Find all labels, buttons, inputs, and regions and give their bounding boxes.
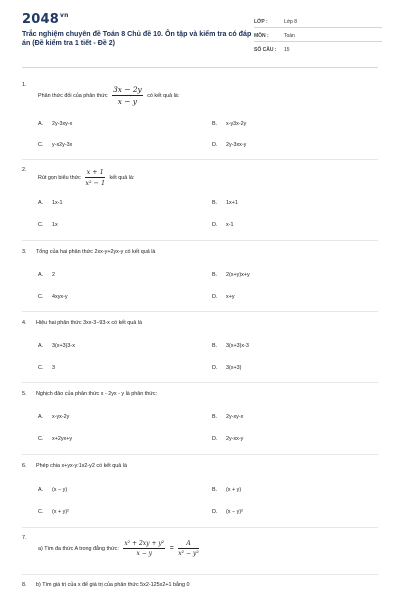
question-text-tail: có kết quả là: bbox=[147, 92, 180, 99]
option-a[interactable] bbox=[38, 121, 72, 127]
meta-label: LỚP : bbox=[254, 19, 268, 25]
option-b[interactable] bbox=[212, 272, 250, 278]
question-text: Tổng của hai phân thức 2xx-y+2yx-y có kết quả là bbox=[36, 249, 156, 255]
header-divider bbox=[22, 67, 378, 68]
option-c[interactable] bbox=[38, 142, 72, 148]
option-text: 3(x+3)3-x bbox=[52, 343, 75, 349]
option-c[interactable] bbox=[38, 222, 58, 228]
option-c[interactable] bbox=[38, 294, 68, 300]
option-text: 3(x+3)x-3 bbox=[226, 343, 249, 349]
option-text: 4xyx-y bbox=[52, 294, 68, 300]
question-number: 5. bbox=[22, 391, 27, 397]
option-b[interactable] bbox=[212, 487, 241, 493]
option-text: y-x2y-3x bbox=[52, 142, 73, 148]
fraction-denominator: x² − 1 bbox=[85, 179, 106, 187]
fraction-denominator: x − y bbox=[136, 550, 153, 557]
option-text: 2(x+y)x+y bbox=[226, 272, 250, 278]
meta-label: SỐ CÂU : bbox=[254, 47, 277, 53]
option-letter: B. bbox=[212, 272, 218, 278]
option-b[interactable] bbox=[212, 200, 238, 206]
option-a[interactable] bbox=[38, 414, 69, 420]
option-text: 2y-3xx-y bbox=[226, 142, 247, 148]
question-text: Hiệu hai phân thức 3xx-3−93-x có kết quả là bbox=[36, 320, 142, 326]
option-b[interactable] bbox=[212, 414, 243, 420]
option-text: x-1 bbox=[226, 222, 234, 228]
option-letter: A. bbox=[38, 272, 44, 278]
question-divider bbox=[22, 382, 378, 383]
document-title: Trắc nghiệm chuyên đề Toán 8 Chủ đề 10. Ôn tập và kiểm tra có đáp án (Đề kiểm tra 1 tiết - Đề 2) bbox=[22, 30, 252, 48]
meta-value: Toán bbox=[284, 33, 295, 39]
option-letter: B. bbox=[212, 200, 218, 206]
option-letter: D. bbox=[212, 142, 218, 148]
option-a[interactable] bbox=[38, 200, 63, 206]
site-logo[interactable] bbox=[22, 12, 69, 27]
question-divider bbox=[22, 527, 378, 528]
question-text: a) Tìm đa thức A trong đẳng thức: bbox=[38, 545, 119, 552]
fraction-denominator: x − y bbox=[117, 97, 137, 106]
question-number: 2. bbox=[22, 167, 27, 173]
fraction-numerator: 3x − 2y bbox=[113, 85, 142, 94]
question-text-tail: kết quả là: bbox=[109, 174, 135, 181]
option-c[interactable] bbox=[38, 365, 55, 371]
option-text: 2y-xx-y bbox=[226, 436, 244, 442]
option-letter: C. bbox=[38, 294, 44, 300]
option-d[interactable] bbox=[212, 365, 241, 371]
option-d[interactable] bbox=[212, 294, 235, 300]
question-7-text bbox=[38, 540, 368, 557]
option-letter: D. bbox=[212, 294, 218, 300]
question-number: 1. bbox=[22, 82, 27, 88]
question-divider bbox=[22, 240, 378, 241]
logo-suffix: vn bbox=[59, 12, 69, 19]
question-text: b) Tìm giá trị của x để giá trị của phân thức 5x2-125x2+1 bằng 0 bbox=[36, 582, 190, 588]
option-letter: C. bbox=[38, 365, 44, 371]
fraction-numerator: A bbox=[178, 540, 198, 549]
option-d[interactable] bbox=[212, 509, 243, 515]
question-1-text bbox=[38, 85, 368, 106]
fraction bbox=[85, 168, 105, 187]
option-a[interactable] bbox=[38, 272, 55, 278]
option-letter: A. bbox=[38, 200, 44, 206]
option-letter: C. bbox=[38, 509, 44, 515]
question-text: Nghịch đảo của phân thức x - 2yx - y là phân thức: bbox=[36, 391, 158, 397]
option-letter: D. bbox=[212, 222, 218, 228]
question-number: 8. bbox=[22, 582, 27, 588]
option-letter: C. bbox=[38, 222, 44, 228]
option-d[interactable] bbox=[212, 222, 234, 228]
fraction-numerator: x + 1 bbox=[86, 168, 104, 176]
option-d[interactable] bbox=[212, 436, 243, 442]
question-divider bbox=[22, 574, 378, 575]
question-number: 3. bbox=[22, 249, 27, 255]
option-letter: A. bbox=[38, 414, 44, 420]
option-letter: D. bbox=[212, 365, 218, 371]
fraction-numerator: x² + 2xy + y² bbox=[124, 540, 165, 547]
option-d[interactable] bbox=[212, 142, 246, 148]
option-text: 2y-3xy-x bbox=[52, 121, 73, 127]
option-text: 1x-1 bbox=[52, 200, 63, 206]
option-letter: B. bbox=[212, 487, 218, 493]
meta-value: Lớp 8 bbox=[284, 19, 298, 25]
option-b[interactable] bbox=[212, 121, 246, 127]
option-text: 2 bbox=[52, 272, 55, 278]
option-letter: A. bbox=[38, 121, 44, 127]
option-letter: B. bbox=[212, 414, 218, 420]
option-a[interactable] bbox=[38, 343, 75, 349]
fraction-denominator: x² − y² bbox=[178, 550, 199, 557]
question-number: 6. bbox=[22, 463, 27, 469]
option-letter: B. bbox=[212, 343, 218, 349]
meta-divider bbox=[254, 27, 382, 28]
option-letter: B. bbox=[212, 121, 218, 127]
question-divider bbox=[22, 311, 378, 312]
option-text: (x − y) bbox=[52, 487, 68, 493]
option-letter: D. bbox=[212, 436, 218, 442]
option-text: (x + y)² bbox=[52, 509, 69, 515]
equals-sign: = bbox=[169, 545, 174, 552]
question-number: 7. bbox=[22, 535, 27, 541]
option-letter: A. bbox=[38, 343, 44, 349]
question-2-text bbox=[38, 168, 368, 187]
option-text: 1x bbox=[52, 222, 58, 228]
option-c[interactable] bbox=[38, 436, 72, 442]
question-text: Phép chia x+yx-y:1x2-y2 có kết quả là bbox=[36, 463, 127, 469]
option-letter: C. bbox=[38, 142, 44, 148]
option-text: 3(x+3) bbox=[226, 365, 242, 371]
option-text: x+y bbox=[226, 294, 235, 300]
fraction bbox=[112, 85, 143, 106]
option-b[interactable] bbox=[212, 343, 249, 349]
fraction bbox=[123, 540, 165, 557]
option-text: x+2yx+y bbox=[52, 436, 73, 442]
option-text: 2y-xy-x bbox=[226, 414, 244, 420]
fraction bbox=[178, 540, 198, 557]
question-divider bbox=[22, 454, 378, 455]
question-text: Phân thức đối của phân thức bbox=[38, 92, 108, 99]
option-text: 1x+1 bbox=[226, 200, 238, 206]
option-text: x-yx-2y bbox=[52, 414, 70, 420]
option-c[interactable] bbox=[38, 509, 69, 515]
logo-text: 2048 bbox=[22, 12, 59, 27]
option-text: 3 bbox=[52, 365, 55, 371]
option-a[interactable] bbox=[38, 487, 67, 493]
option-letter: D. bbox=[212, 509, 218, 515]
option-letter: A. bbox=[38, 487, 44, 493]
meta-value: 15 bbox=[284, 47, 290, 53]
option-letter: C. bbox=[38, 436, 44, 442]
question-number: 4. bbox=[22, 320, 27, 326]
option-text: (x + y) bbox=[226, 487, 242, 493]
option-text: (x − y)² bbox=[226, 509, 243, 515]
question-divider bbox=[22, 159, 378, 160]
question-text: Rút gọn biểu thức bbox=[38, 174, 81, 181]
option-text: x-y3x-2y bbox=[226, 121, 247, 127]
meta-label: MÔN : bbox=[254, 33, 269, 39]
meta-divider bbox=[254, 41, 382, 42]
